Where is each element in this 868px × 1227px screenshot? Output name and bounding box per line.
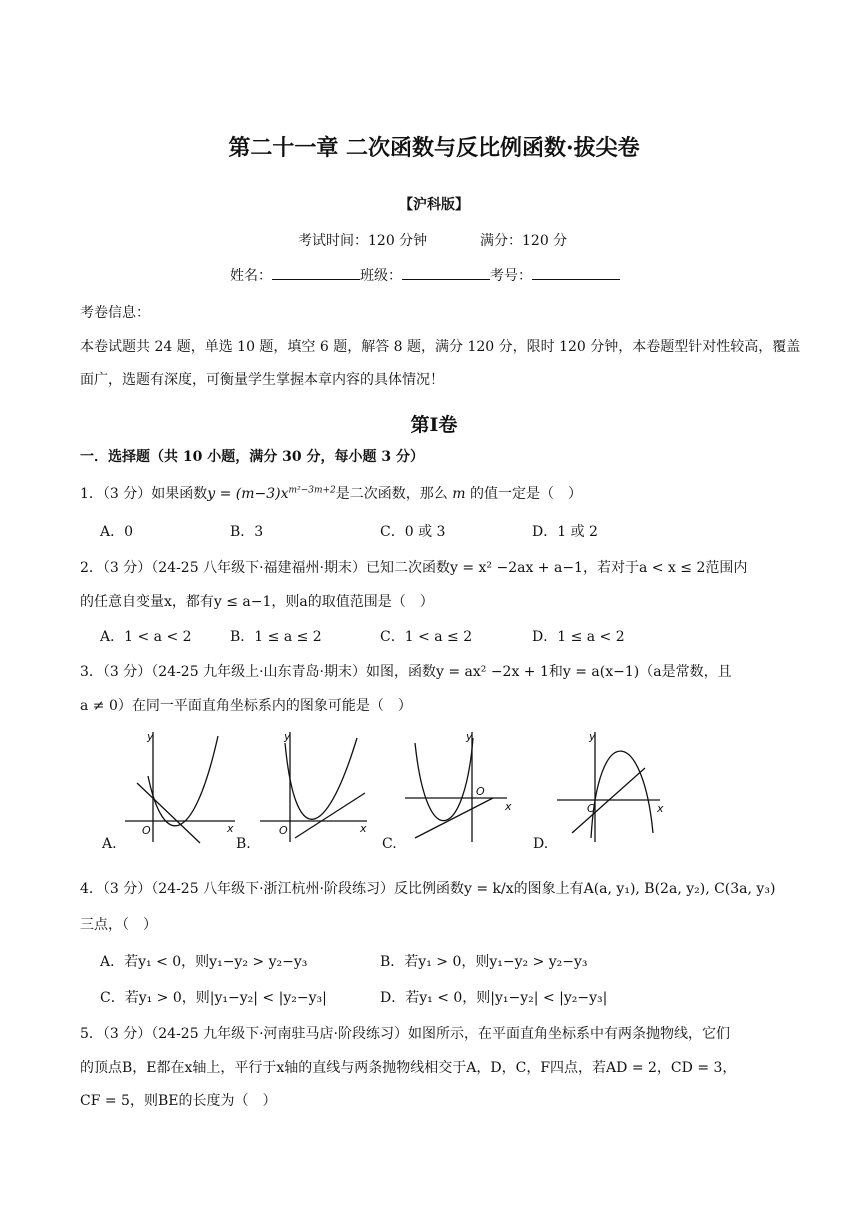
class-label: 班级： [360,268,402,284]
q4-option-c[interactable]: C．若y₁ > 0，则|y₁−y₂| < |y₂−y₃| [100,990,327,1006]
graph-c-origin: O [476,785,485,798]
graph-b[interactable] [260,732,367,842]
q1-stem-c: 的值一定是（ ） [469,486,582,502]
question-5-line-3: CF = 5，则BE的长度为（ ） [80,1093,277,1109]
graph-a-origin: O [142,824,151,837]
q2-option-d[interactable]: D．1 ≤ a < 2 [532,629,625,645]
student-info-row [230,265,620,285]
graph-d-origin: O [587,802,596,815]
question-5-line-1: 5．（3 分）（24-25 九年级下·河南驻马店·阶段练习）如图所示，在平面直角坐标系中有两条抛物线，它们 [80,1026,730,1042]
class-blank[interactable] [402,265,490,280]
page-title: 第二十一章 二次函数与反比例函数·拔尖卷 [228,135,640,161]
volume-heading: 第Ⅰ卷 [410,414,458,436]
graph-c[interactable] [405,732,507,842]
q1-option-c[interactable]: C．0 或 3 [380,524,446,540]
section-heading: 一．选择题（共 10 小题，满分 30 分，每小题 3 分） [80,449,424,465]
graph-d-y-label: y [589,730,596,743]
q1-function: y = (m−3)x [207,486,289,502]
graph-b-x-label: x [360,822,367,835]
exam-time: 考试时间：120 分钟 [298,233,428,249]
q4-option-d[interactable]: D．若y₁ < 0，则|y₁−y₂| < |y₂−y₃| [380,990,608,1006]
graph-a-y-label: y [147,730,154,743]
id-blank[interactable] [532,265,620,280]
q1-option-d[interactable]: D．1 或 2 [532,524,598,540]
q4-option-b[interactable]: B．若y₁ > 0，则y₁−y₂ > y₂−y₃ [380,954,588,970]
q2-option-a[interactable]: A．1 < a < 2 [100,629,192,645]
full-score: 满分：120 分 [480,233,568,249]
info-text-line-1: 本卷试题共 24 题，单选 10 题，填空 6 题，解答 8 题，满分 120 分，限时 120 分钟，本卷题型针对性较高，覆盖 [80,339,801,355]
q1-exponent: m²−3m+2 [288,485,336,496]
q1-option-b[interactable]: B．3 [230,524,264,540]
graph-c-y-label: y [466,730,473,743]
question-3-line-2: a ≠ 0）在同一平面直角坐标系内的图象可能是（ ） [80,698,412,714]
q1-stem-b: 是二次函数，那么 [335,486,448,502]
edition-label: 【沪科版】 [399,197,469,213]
question-5-line-2: 的顶点B，E都在x轴上，平行于x轴的直线与两条抛物线相交于A，D，C，F四点，若AD = 2，CD = 3， [80,1060,737,1076]
name-label: 姓名： [230,268,272,284]
q1-option-a[interactable]: A．0 [100,524,134,540]
q3-option-d[interactable]: D. [533,836,549,852]
q1-var: m [452,486,466,502]
question-2-line-1: 2．（3 分）（24-25 八年级下·福建福州·期末）已知二次函数y = x² −2ax + a−1，若对于a < x ≤ 2范围内 [80,560,748,576]
q2-option-c[interactable]: C．1 < a ≤ 2 [380,629,473,645]
graph-b-origin: O [279,824,288,837]
graph-d-x-label: x [657,802,664,815]
info-label: 考卷信息： [80,305,150,321]
q1-stem-a: 1．（3 分）如果函数 [80,486,208,502]
q2-option-b[interactable]: B．1 ≤ a ≤ 2 [230,629,322,645]
q4-option-a[interactable]: A．若y₁ < 0，则y₁−y₂ > y₂−y₃ [100,954,308,970]
q3-option-b[interactable]: B. [236,836,251,852]
q3-option-a[interactable]: A. [102,836,117,852]
question-4-line-2: 三点，（ ） [80,917,157,933]
question-3-line-1: 3．（3 分）（24-25 九年级上·山东青岛·期末）如图，函数y = ax² −2x + 1和y = a(x−1)（a是常数，且 [80,664,732,680]
info-text-line-2: 面广，选题有深度，可衡量学生掌握本章内容的具体情况！ [80,372,444,388]
q3-option-c[interactable]: C. [382,836,397,852]
question-1-stem [80,483,582,503]
question-4-line-1: 4．（3 分）（24-25 八年级下·浙江杭州·阶段练习）反比例函数y = k/x的图象上有A(a, y₁), B(2a, y₂), C(3a, y₃) [80,881,776,897]
name-blank[interactable] [272,265,360,280]
id-label: 考号： [490,268,532,284]
graph-b-y-label: y [284,730,291,743]
question-2-line-2: 的任意自变量x，都有y ≤ a−1，则a的取值范围是（ ） [80,594,434,610]
graph-c-x-label: x [505,800,512,813]
graph-d[interactable] [557,732,660,842]
graph-a-x-label: x [227,822,234,835]
